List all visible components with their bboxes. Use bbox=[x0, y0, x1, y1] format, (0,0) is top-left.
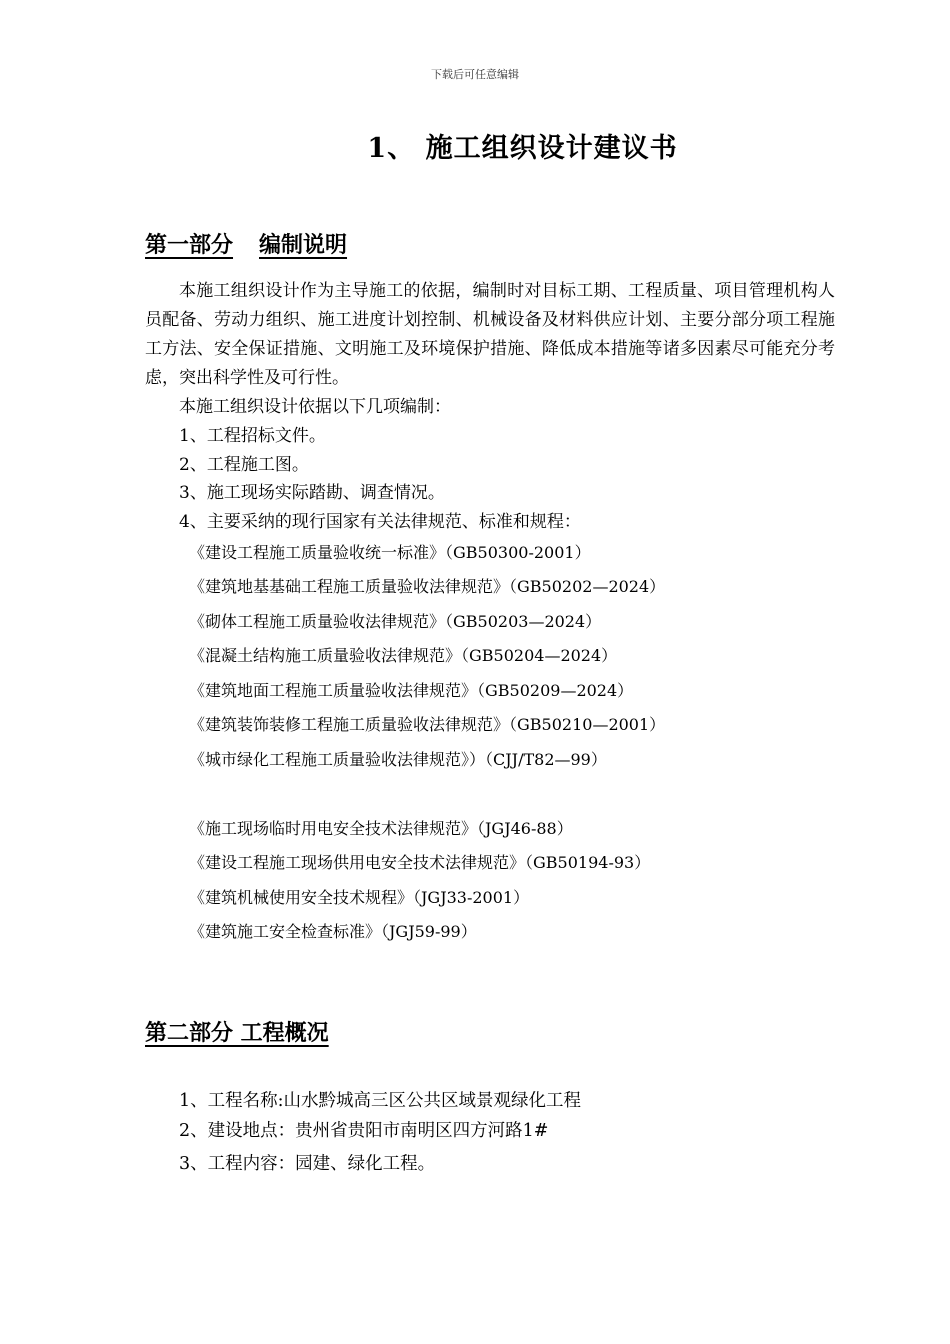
standard-item: 《施工现场临时用电安全技术法律规范》（JGJ46-88） bbox=[189, 819, 573, 838]
standard-item: 《建筑地面工程施工质量验收法律规范》（GB50209—2024） bbox=[189, 681, 634, 700]
standard-item: 《建设工程施工现场供用电安全技术法律规范》（GB50194-93） bbox=[189, 853, 651, 872]
overview-item: 2、建设地点：贵州省贵阳市南明区四方河路1# bbox=[179, 1121, 549, 1141]
basis-intro: 本施工组织设计依据以下几项编制： bbox=[179, 397, 451, 417]
standard-item: 《建设工程施工质量验收统一标准》（GB50300-2001） bbox=[189, 543, 591, 562]
basis-item: 2、工程施工图。 bbox=[179, 455, 309, 475]
page-header-note: 下载后可任意编辑 bbox=[431, 68, 519, 81]
document-title: 1、 施工组织设计建议书 bbox=[367, 133, 678, 164]
intro-paragraph: 本施工组织设计作为主导施工的依据，编制时对目标工期、工程质量、项目管理机构人员配备、劳动力组织、施工进度计划控制、机械设备及材料供应计划、主要分部分项工程施工方法、安全保证措施、文明施工及环境保护措施、降低成本措施等诸多因素尽可能充分考虑，突出科学性及可行性。 bbox=[145, 281, 835, 388]
overview-item: 1、工程名称:山水黔城高三区公共区域景观绿化工程 bbox=[179, 1091, 582, 1111]
standard-item: 《城市绿化工程施工质量验收法律规范》）（CJJ/T82—99） bbox=[189, 750, 607, 769]
standard-item: 《建筑装饰装修工程施工质量验收法律规范》（GB50210—2001） bbox=[189, 715, 666, 734]
basis-item: 4、主要采纳的现行国家有关法律规范、标准和规程： bbox=[179, 512, 581, 532]
overview-item: 3、工程内容：园建、绿化工程。 bbox=[179, 1154, 436, 1174]
section-heading-part2: 第二部分 工程概况 bbox=[145, 1020, 329, 1046]
standard-item: 《建筑地基基础工程施工质量验收法律规范》（GB50202—2024） bbox=[189, 577, 666, 596]
standard-item: 《建筑施工安全检查标准》（JGJ59-99） bbox=[189, 922, 477, 941]
standard-item: 《混凝土结构施工质量验收法律规范》（GB50204—2024） bbox=[189, 646, 618, 665]
section-heading-part1-title: 编制说明 bbox=[259, 232, 348, 258]
basis-item: 3、施工现场实际踏勘、调查情况。 bbox=[179, 483, 445, 503]
section-heading-part1 bbox=[145, 228, 347, 259]
basis-item: 1、工程招标文件。 bbox=[179, 426, 326, 446]
standard-item: 《建筑机械使用安全技术规程》（JGJ33-2001） bbox=[189, 888, 530, 907]
section-heading-part1-number: 第一部分 bbox=[145, 232, 234, 258]
standard-item: 《砌体工程施工质量验收法律规范》（GB50203—2024） bbox=[189, 612, 602, 631]
